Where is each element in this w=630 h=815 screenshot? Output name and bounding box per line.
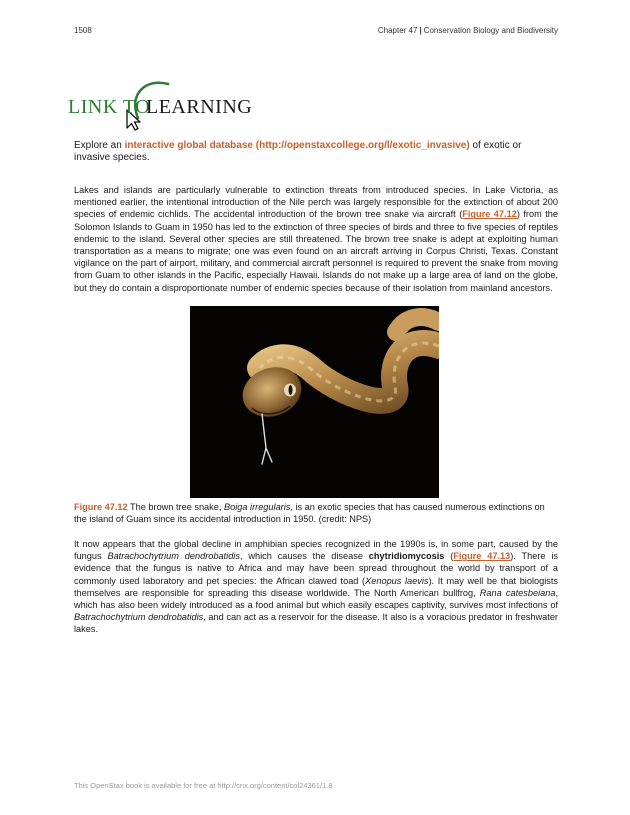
text-run: , is an exotic species that has caused numerous extinctions on the island of Guam since its accidental introduction in 1950. (credit: NPS) [74,502,545,525]
bullfrog-species-name: Rana catesbeiana [479,587,556,598]
chapter-title: Conservation Biology and Biodiversity [423,26,558,35]
key-term-chytridiomycosis: chytridiomycosis [368,551,445,562]
text-run: It now appears that the global decline in amphibian species recognized in the 1990s is, in some part, caused by the fungus [74,539,558,562]
text-run: ). There is evidence that the fungus is native to Africa and may have been spread throughout the world by transport of a commonly used laboratory and pet species: the African clawed toad ( [74,551,558,586]
species-name: Boiga irregularis [223,502,291,512]
figure-47-12-link[interactable]: Figure 47.12 [462,209,517,220]
snake-illustration [190,306,439,498]
paragraph-introduced-species [74,184,558,294]
link-to-learning-text [74,140,558,164]
text-run: , which has also been widely introduced as a food animal but which easily escapes captivity, survives most infections of [74,587,558,611]
page-footer: This OpenStax book is available for free at http://cnx.org/content/col24361/1.8 [74,781,333,790]
text-run: ) from the Solomon Islands to Guam in 1950 has led to the extinction of three species of birds and three to five species of reptiles endemic to the island. Several other species are still threatened. The brown tree snake is adept at exploiting human transportation as a means to migrate; one was even found on an aircraft arriving in Corpus Christi, Texas. Constant vigilance on the part of airport, military, and commercial aircraft personnel is required to prevent the snake from moving from Guam to other islands in the Pacific, especially Hawaii. Islands do not make up a large area of land on the globe, but they do contain a disproportionate number of endemic species because of their isolation from mainland ancestors. [74,209,558,293]
text-run: , which causes the disease [239,551,369,562]
link-to-learning-logo [68,74,253,134]
exotic-database-link[interactable]: interactive global database (http://openstaxcollege.org/l/exotic_invasive) [124,140,470,151]
figure-47-13-link[interactable]: Figure 47.13 [453,551,511,562]
paragraph-amphibian-decline [74,538,558,636]
page-number: 1508 [74,26,92,35]
logo-word-learning: LEARNING [146,96,253,118]
running-head [378,26,558,35]
explore-suffix: of exotic or invasive species. [74,140,522,163]
figure-caption [74,501,558,525]
text-run: ). It may well be that biologists themselves are responsible for spreading this disease worldwide. The North American bullfrog, [74,575,559,598]
explore-prefix: Explore an [74,140,125,151]
text-run: Lakes and islands are particularly vulnerable to extinction threats from introduced species. In Lake Victoria, as mentioned earlier, the intentional introduction of the Nile perch was largely responsible for the extinction of about 200 species of endemic cichlids. The accidental introduction of the brown tree snake via aircraft ( [74,185,558,220]
fungus-name: Batrachochytrium dendrobatidis [74,612,204,623]
text-run: , and can act as a reservoir for the disease. It also is a voracious predator in freshwater lakes. [74,612,558,635]
toad-species-name: Xenopus laevis [365,575,429,586]
logo-word-link-to: LINK TO [68,96,151,118]
text-run: The brown tree snake, [127,502,224,512]
brown-tree-snake-photo [190,306,439,498]
header-separator: | [419,26,422,35]
text-run: ( [444,551,454,562]
fungus-name: Batrachochytrium dendrobatidis [107,551,240,562]
figure-label: Figure 47.12 [74,502,128,512]
chapter-number: Chapter 47 [377,26,418,35]
